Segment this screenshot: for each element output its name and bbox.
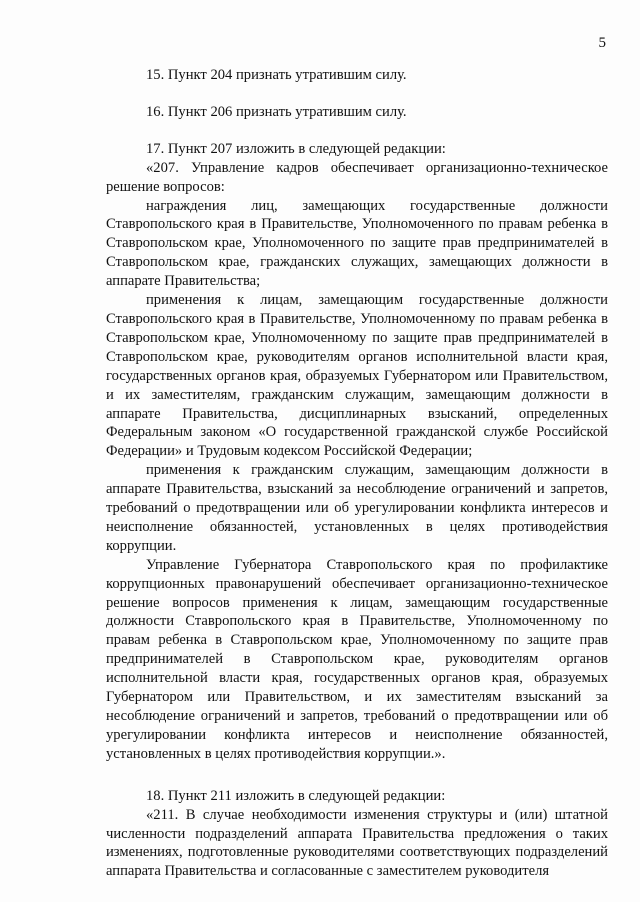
paragraph-207-awarding: награждения лиц, замещающих государственные должности Ставропольского края в Правительстве, Уполномоченного по правам ребенка в Ставропольском крае, Уполномоченного по защите прав предпринимателей в Ставропольском крае, гражданских служащих, замещающих должности в аппарате Правительства; [106,197,608,290]
paragraph-item-16: 16. Пункт 206 признать утратившим силу. [146,103,407,120]
paragraph-207-heading: «207. Управление кадров обеспечивает организационно-техническое решение вопросов: [106,159,608,195]
paragraph-item-15: 15. Пункт 204 признать утратившим силу. [146,67,407,83]
paragraph-211-text: «211. В случае необходимости изменения структуры и (или) штатной численности подразделений аппарата Правительства предложения о таких изменениях, подготовленные руководителями соответствующих подразделений аппарата Правительства и согласованные с заместителем руководителя [106,806,608,880]
paragraph-item-18-intro: 18. Пункт 211 изложить в следующей редакции: [146,787,446,804]
paragraph-207-anticorruption: Управление Губернатора Ставропольского края по профилактике коррупционных правонарушений обеспечивает организационно-техническое решение вопросов применения к лицам, замещающим государственные должности Ставропольского края в Правительстве, Уполномоченному по правам ребенка в Ставропольском крае, Уполномоченному по защите прав предпринимателей в Ставропольском крае, руководителям органов исполнительной власти края, государственных органов края, образуемых Губернатором или Правительством, и их заместителям взысканий за несоблюдение ограничений и запретов, требований о предотвращении или об урегулировании конфликта интересов и неисполнение обязанностей, установленных в целях противодействия коррупции.». [106,556,608,762]
page-number: 5 [598,35,606,51]
paragraph-item-17-intro: 17. Пункт 207 изложить в следующей редакции: [146,140,446,157]
paragraph-207-disciplinary: применения к лицам, замещающим государственные должности Ставропольского края в Правительстве, Уполномоченному по правам ребенка в Ставропольском крае, Уполномоченному по защите прав предпринимателей в Ставропольском крае, руководителям органов исполнительной власти края, государственных органов края, образуемых Губернатором или Правительством, и их заместителям, гражданским служащим, замещающим должности в аппарате Правительства, дисциплинарных взысканий, определенных Федеральным законом «О государственной гражданской службе Российской Федерации» и Трудовым кодексом Российской Федерации; [106,292,608,460]
paragraph-207-penalties: применения к гражданским служащим, замещающим должности в аппарате Правительства, взысканий за несоблюдение ограничений и запретов, требований о предотвращении или об урегулировании конфликта интересов и неисполнение обязанностей, установленных в целях противодействия коррупции. [106,462,608,554]
document-body [106,66,608,881]
